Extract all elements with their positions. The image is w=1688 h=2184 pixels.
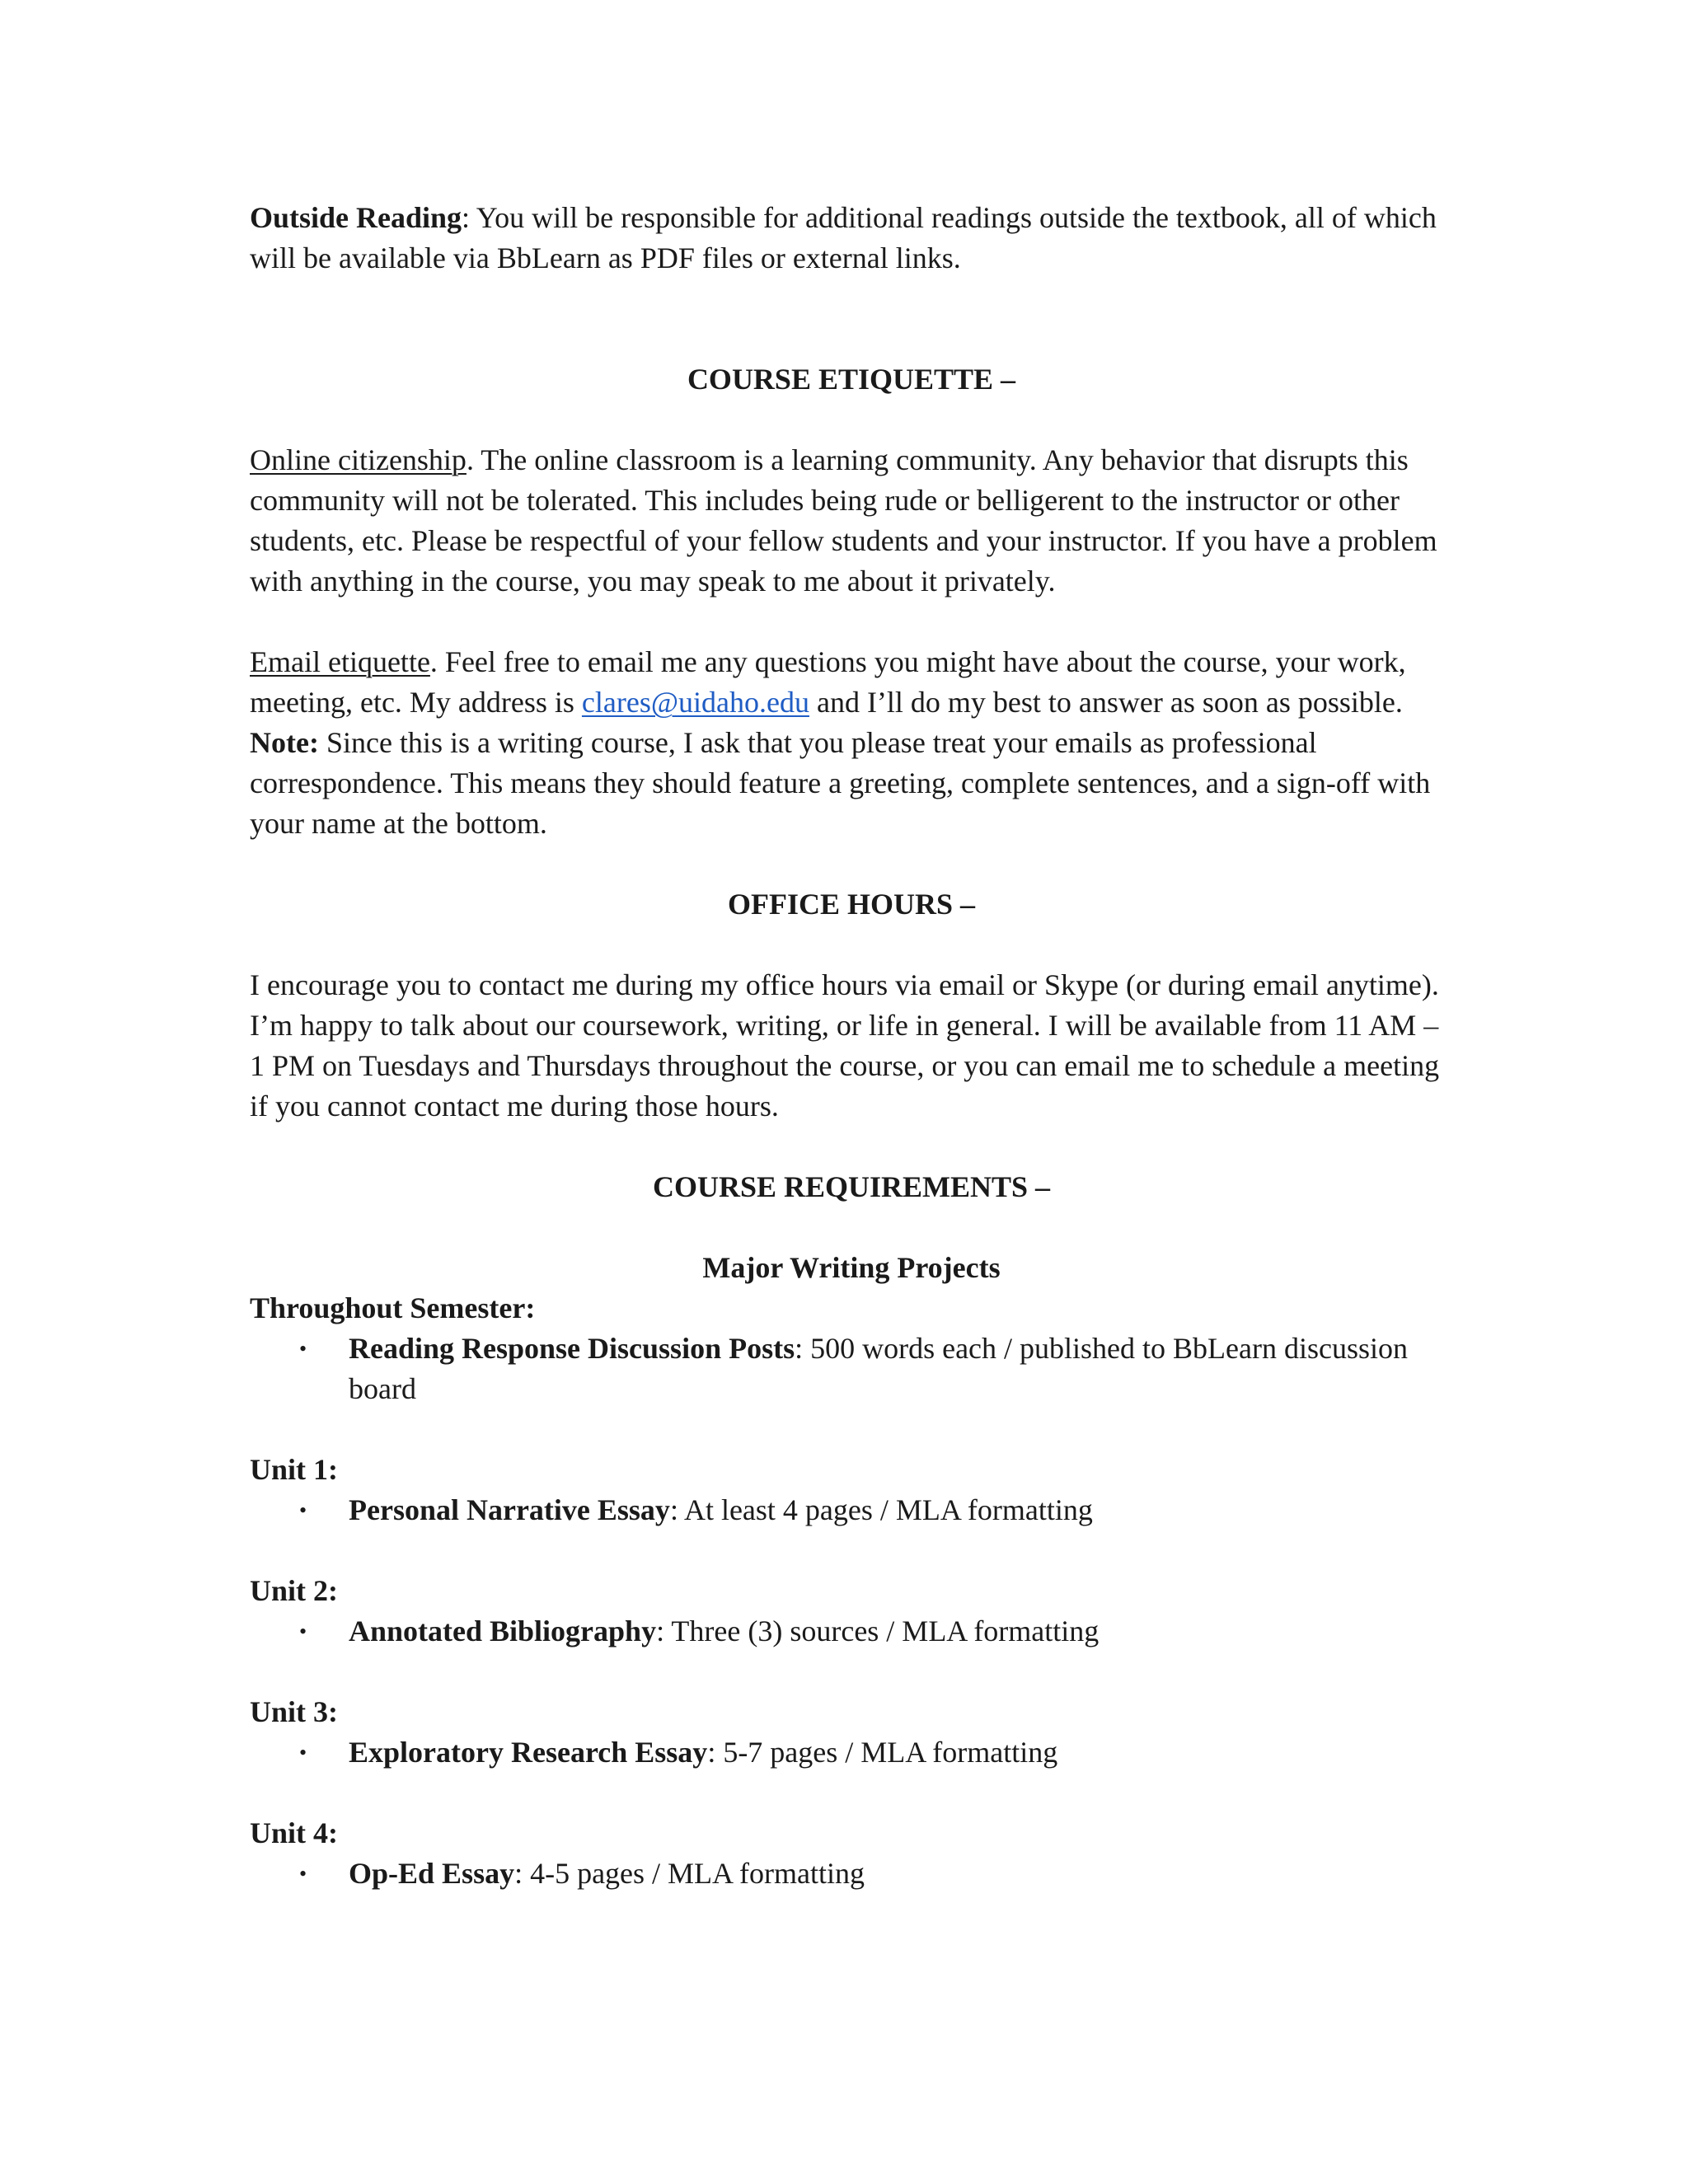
bullet-icon: •	[299, 1862, 307, 1886]
requirement-item-title: Exploratory Research Essay	[349, 1736, 708, 1769]
major-writing-projects-heading: Major Writing Projects	[702, 1251, 1001, 1284]
requirement-item	[250, 1329, 1453, 1409]
requirement-item-text: : Three (3) sources / MLA formatting	[656, 1615, 1100, 1647]
requirement-group	[250, 1813, 1453, 1894]
requirement-group-label: Unit 3:	[250, 1695, 338, 1728]
requirement-item	[250, 1732, 1453, 1773]
requirement-item-text: : 500 words each / published to BbLearn discussion board	[349, 1332, 1408, 1405]
requirement-item-text: : 5-7 pages / MLA formatting	[707, 1736, 1058, 1769]
document-page	[250, 198, 1453, 1894]
spacer	[250, 844, 1453, 884]
outside-reading-text: : You will be responsible for additional readings outside the textbook, all of which will be available via BbLearn as PDF files or external links.	[250, 201, 1437, 274]
email-address-link[interactable]: clares@uidaho.edu	[581, 686, 809, 719]
bullet-icon: •	[299, 1337, 307, 1361]
online-citizenship-paragraph	[250, 440, 1453, 602]
note-label: Note:	[250, 726, 319, 759]
bullet-icon: •	[299, 1619, 307, 1643]
spacer	[250, 1652, 1453, 1692]
office-hours-heading: OFFICE HOURS –	[727, 888, 976, 921]
requirement-item	[250, 1854, 1453, 1894]
requirement-item-title: Annotated Bibliography	[349, 1615, 657, 1647]
email-etiquette-paragraph	[250, 642, 1453, 844]
online-citizenship-label: Online citizenship	[250, 443, 467, 476]
outside-reading-label: Outside Reading	[250, 201, 462, 234]
spacer	[250, 925, 1453, 965]
spacer	[250, 1773, 1453, 1813]
bullet-icon: •	[299, 1741, 307, 1765]
spacer	[250, 1409, 1453, 1450]
requirement-group-label: Unit 1:	[250, 1453, 338, 1486]
note-text: Since this is a writing course, I ask that you please treat your emails as professional correspondence. This means they should feature a greeting, complete sentences, and a sign-off with your name at the bottom.	[250, 726, 1431, 840]
spacer	[250, 1530, 1453, 1571]
requirement-item	[250, 1490, 1453, 1530]
email-etiquette-text: . Feel free to email me any questions you might have about the course, your work, meeting, etc. My address is	[250, 645, 1406, 719]
bullet-icon: •	[299, 1498, 307, 1522]
requirement-group-label: Unit 4:	[250, 1816, 338, 1849]
requirement-list	[250, 1490, 1453, 1530]
spacer	[250, 1207, 1453, 1248]
requirement-group-label: Unit 2:	[250, 1574, 338, 1607]
online-citizenship-text: . The online classroom is a learning community. Any behavior that disrupts this community will not be tolerated. This includes being rude or belligerent to the instructor or other students, etc. Please be respectful of your fellow students and your instructor. If you have a problem with anything in the course, you may speak to me about it privately.	[250, 443, 1437, 598]
requirement-list	[250, 1732, 1453, 1773]
course-requirements-heading: COURSE REQUIREMENTS –	[652, 1170, 1051, 1203]
requirement-item-text: : 4-5 pages / MLA formatting	[514, 1857, 865, 1890]
requirement-group-label: Throughout Semester:	[250, 1291, 536, 1324]
requirement-list	[250, 1854, 1453, 1894]
requirement-item-title: Op-Ed Essay	[349, 1857, 515, 1890]
office-hours-paragraph: I encourage you to contact me during my office hours via email or Skype (or during email anytime). I’m happy to talk about our coursework, writing, or life in general. I will be available from 11 AM – 1 PM on Tuesdays and Thursdays throughout the course, or you can email me to schedule a meeting if you cannot contact me during those hours.	[250, 968, 1440, 1122]
spacer	[250, 1127, 1453, 1167]
spacer	[250, 602, 1453, 642]
requirement-group	[250, 1288, 1453, 1409]
email-etiquette-text-cont: and I’ll do my best to answer as soon as possible.	[809, 686, 1403, 719]
requirement-item-title: Reading Response Discussion Posts	[349, 1332, 795, 1365]
requirement-group	[250, 1450, 1453, 1530]
course-etiquette-heading: COURSE ETIQUETTE –	[687, 363, 1016, 396]
requirement-item	[250, 1611, 1453, 1652]
requirement-list	[250, 1329, 1453, 1409]
spacer	[250, 279, 1453, 359]
requirement-item-title: Personal Narrative Essay	[349, 1493, 670, 1526]
requirement-item-text: : At least 4 pages / MLA formatting	[669, 1493, 1093, 1526]
email-etiquette-label: Email etiquette	[250, 645, 430, 678]
outside-reading-paragraph	[250, 198, 1453, 279]
spacer	[250, 400, 1453, 440]
requirement-group	[250, 1571, 1453, 1652]
requirement-group	[250, 1692, 1453, 1773]
requirement-list	[250, 1611, 1453, 1652]
